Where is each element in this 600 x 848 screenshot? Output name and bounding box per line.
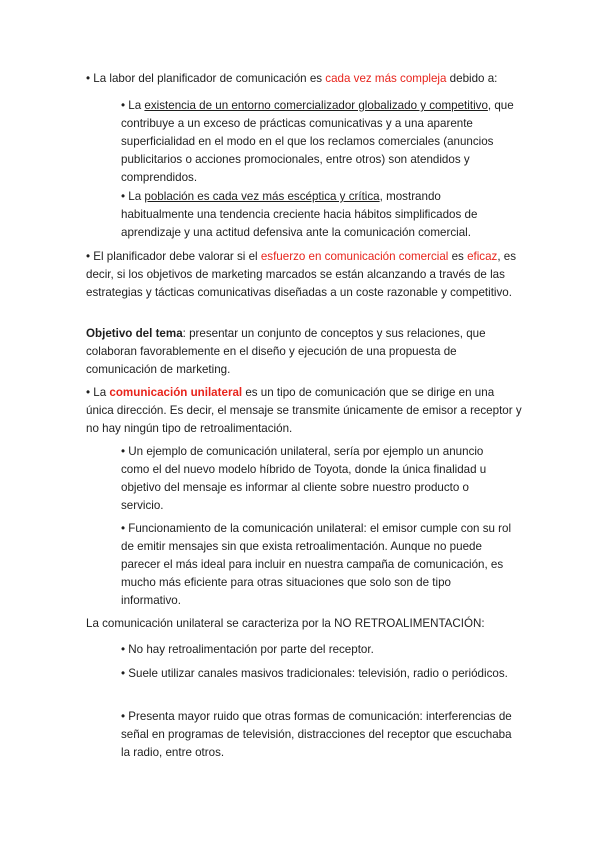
paragraph-characteristics-intro: La comunicación unilateral se caracteriza por la NO RETROALIMENTACIÓN: (86, 617, 485, 630)
underlined-text: población es cada vez más escéptica y crítica (144, 190, 380, 203)
paragraph-no-feedback: • No hay retroalimentación por parte del receptor. (121, 643, 374, 656)
paragraph-topic-objective: Objetivo del tema: presentar un conjunto de conceptos y sus relaciones, que colaboran favorablemente en el diseño y ejecución de una propuesta de comunicación de marketing. (86, 327, 486, 376)
paragraph-skeptical-population: • La población es cada vez más escéptica y crítica, mostrando habitualmente una tendencia creciente hacia hábitos simplificados de aprendizaje y una actitud defensiva ante la comunicación comercial. (121, 190, 478, 239)
paragraph-evaluate-effort: • El planificador debe valorar si el esfuerzo en comunicación comercial es eficaz, es decir, si los objetivos de marketing marcados se están alcanzando a través de las estrategias y tácticas comunicativas diseñadas a un coste razonable y competitivo. (86, 250, 517, 299)
highlight-red: esfuerzo en comunicación comercial (260, 250, 449, 263)
highlight-red: eficaz (467, 250, 498, 263)
paragraph-planner-complexity: • La labor del planificador de comunicación es cada vez más compleja debido a: (86, 72, 498, 85)
paragraph-globalized-environment: • La existencia de un entorno comercializador globalizado y competitivo, que contribuye a un exceso de prácticas comunicativas y a una aparente superficialidad en el modo en el que los reclamos comerciales (anuncios publicitarios o acciones promocionales, entre otros) son atendidos y comprendidos. (121, 99, 514, 184)
underlined-text: existencia de un entorno comercializador globalizado y competitivo (144, 99, 488, 112)
paragraph-mass-channels: • Suele utilizar canales masivos tradicionales: televisión, radio o periódicos. (121, 667, 508, 680)
paragraph-noise: • Presenta mayor ruido que otras formas de comunicación: interferencias de señal en programas de televisión, distracciones del receptor que escuchaba la radio, entre otros. (121, 710, 512, 759)
paragraph-unilateral-definition: • La comunicación unilateral es un tipo de comunicación que se dirige en una única dirección. Es decir, el mensaje se transmite únicamente de emisor a receptor y no hay ningún tipo de retroalimentación. (86, 386, 522, 435)
highlight-red: cada vez más compleja (325, 72, 447, 85)
paragraph-example: • Un ejemplo de comunicación unilateral, sería por ejemplo un anuncio como el del nuevo modelo híbrido de Toyota, donde la única finalidad u objetivo del mensaje es informar al cliente sobre nuestro producto o servicio. (121, 445, 487, 512)
paragraph-operation: • Funcionamiento de la comunicación unilateral: el emisor cumple con su rol de emitir mensajes sin que exista retroalimentación. Aunque no puede parecer el más ideal para incluir en nuestra campaña de comunicación, es mucho más eficiente para otras situaciones que solo son de tipo informativo. (121, 522, 512, 607)
highlight-red-bold: comunicación unilateral (109, 386, 243, 399)
bold-label: Objetivo del tema (86, 327, 183, 340)
